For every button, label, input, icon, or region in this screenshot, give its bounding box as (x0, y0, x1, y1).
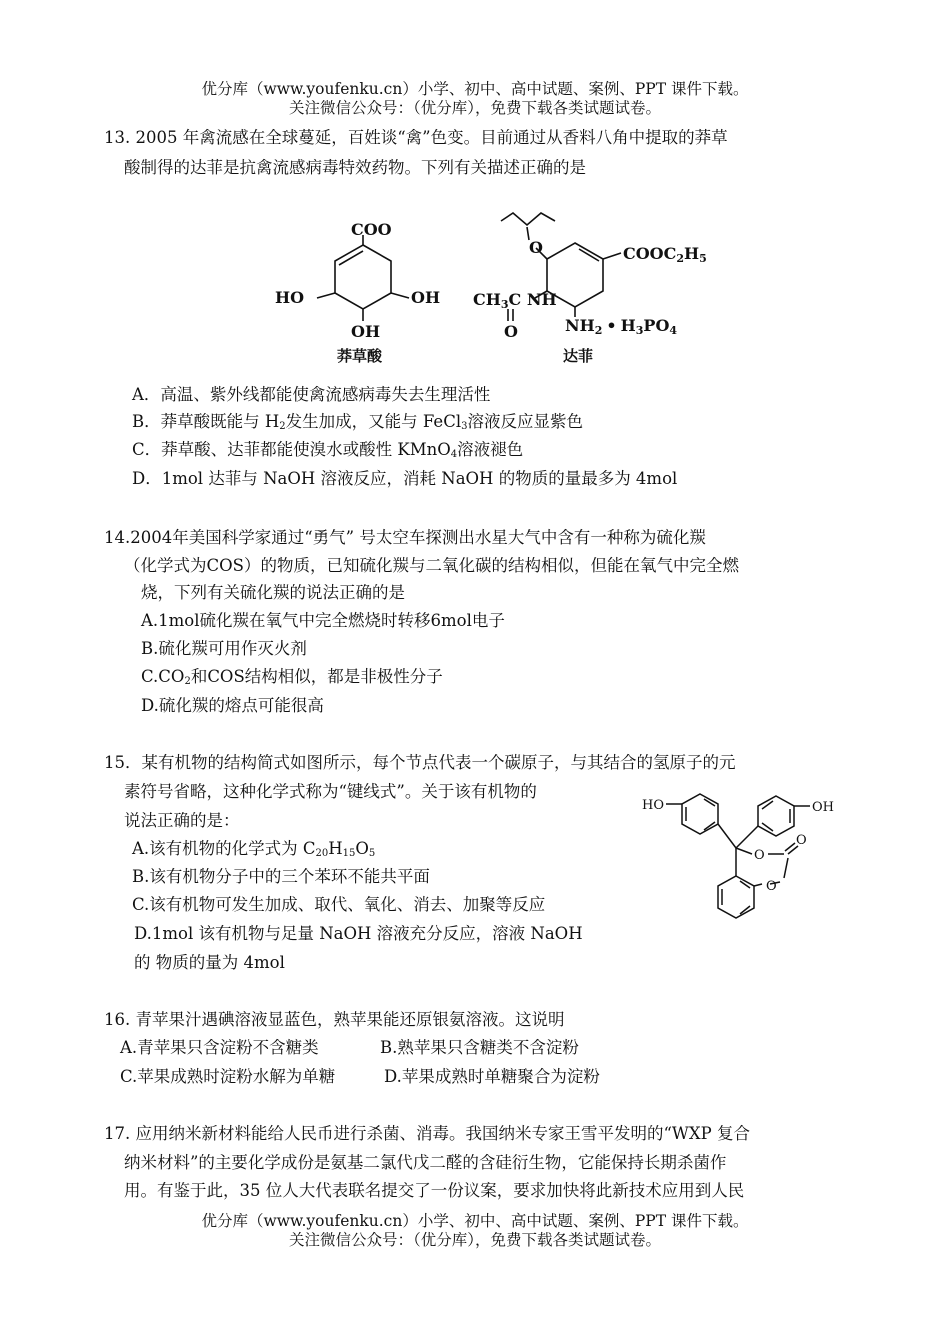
mol2-salt-label: NH2 • H3PO4 (565, 316, 678, 337)
q17-stem-line-1: 17. 应用纳米新材料能给人民币进行杀菌、消毒。我国纳米专家王雪平发明的“WXP 复合 (104, 1124, 750, 1143)
mol2-ester-label: COOC2H5 (623, 244, 707, 265)
q15-option-a: A.该有机物的化学式为 $C_{20}H_{15}O_5$ (132, 839, 376, 859)
q15-stem-line-2: 素符号省略，这种化学式称为“键线式”。关于该有机物的 (124, 782, 537, 801)
q15-option-d-line-2: 的 物质的量为 4mol (134, 953, 285, 972)
q15-option-c: C.该有机物可发生加成、取代、氧化、消去、加聚等反应 (132, 895, 546, 914)
q13-option-c: C．莽草酸、达菲都能使溴水或酸性 KMnO$_4$溶液褪色 (132, 440, 524, 460)
q15-ho-label: HO (642, 798, 664, 813)
q13-option-b: B．莽草酸既能与 $H_2$发生加成，又能与 FeCl$_3$溶液反应显紫色 (132, 412, 583, 432)
mol1-oh-label: OH (411, 288, 441, 307)
q16-option-d: D.苹果成熟时单糖聚合为淀粉 (384, 1067, 600, 1086)
page-footer-line-2: 关注微信公众号：（优分库），免费下载各类试题试卷。 (288, 1231, 661, 1249)
q13-stem-line-1: 13. 2005 年禽流感在全球蔓延，百姓谈“禽”色变。目前通过从香料八角中提取的莽草 (104, 128, 728, 147)
page-header-line-2: 关注微信公众号：（优分库），免费下载各类试题试卷。 (288, 99, 661, 117)
q14-stem-line-2: （化学式为COS）的物质，已知硫化羰与二氧化碳的结构相似，但能在氧气中完全燃 (124, 556, 739, 575)
page-header-line-1: 优分库（www.youfenku.cn）小学、初中、高中试题、案例、PPT 课件下载。 (201, 80, 749, 98)
q13-option-a: A．高温、紫外线都能使禽流感病毒失去生理活性 (132, 385, 491, 404)
q15-ring-o-2: O (766, 879, 777, 894)
q15-option-b: B.该有机物分子中的三个苯环不能共平面 (132, 867, 430, 886)
q15-stem-line-3: 说法正确的是： (124, 811, 240, 830)
q15-stem-line-1: 15．某有机物的结构简式如图所示，每个节点代表一个碳原子，与其结合的氢原子的元 (104, 753, 736, 772)
mol1-coo-label: COO (351, 220, 392, 239)
q16-option-c: C.苹果成熟时淀粉水解为单糖 (120, 1067, 336, 1086)
q17-stem-line-2: 纳米材料”的主要化学成份是氨基二氯代戊二醛的含硅衍生物，它能保持长期杀菌作 (124, 1153, 727, 1172)
q15-molecule-figure (638, 790, 848, 940)
mol2-o-label: O (529, 238, 543, 257)
q16-option-a: A.青苹果只含淀粉不含糖类 (120, 1038, 319, 1057)
mol1-ho-label: HO (275, 288, 305, 307)
q13-option-d: D．1mol 达菲与 NaOH 溶液反应，消耗 NaOH 的物质的量最多为 4mol (132, 469, 678, 488)
q15-ring-o-1: O (754, 848, 765, 863)
q16-stem: 16. 青苹果汁遇碘溶液显蓝色，熟苹果能还原银氨溶液。这说明 (104, 1010, 565, 1029)
mol1-name: 莽草酸 (337, 347, 383, 365)
q14-option-b: B.硫化羰可用作灭火剂 (141, 639, 307, 658)
mol2-name: 达菲 (563, 347, 594, 365)
q13-molecule-figure (265, 205, 715, 370)
page-footer-line-1: 优分库（www.youfenku.cn）小学、初中、高中试题、案例、PPT 课件下载。 (201, 1212, 749, 1230)
mol2-amide-label: CH3C NH (473, 290, 557, 311)
q17-stem-line-3: 用。有鉴于此，35 位人大代表联名提交了一份议案，要求加快将此新技术应用到人民 (124, 1181, 745, 1200)
q14-stem-line-1: 14.2004年美国科学家通过“勇气” 号太空车探测出水星大气中含有一种称为硫化羰 (104, 528, 706, 547)
q14-option-d: D.硫化羰的熔点可能很高 (141, 696, 324, 715)
mol2-carbonyl-o: O (504, 322, 518, 341)
q13-stem-line-2: 酸制得的达菲是抗禽流感病毒特效药物。下列有关描述正确的是 (124, 158, 586, 177)
mol1-oh-bottom-label: OH (351, 322, 381, 341)
q15-oh-label: OH (812, 800, 834, 815)
q14-stem-line-3: 烧，下列有关硫化羰的说法正确的是 (141, 583, 405, 602)
q16-option-b: B.熟苹果只含糖类不含淀粉 (380, 1038, 579, 1057)
q14-option-c: $C.CO_2$和COS结构相似，都是非极性分子 (141, 667, 443, 687)
q15-carbonyl-o: O (796, 833, 807, 848)
q15-option-d-line-1: D.1mol 该有机物与足量 NaOH 溶液充分反应，溶液 NaOH (134, 924, 583, 943)
q14-option-a: A.1mol硫化羰在氧气中完全燃烧时转移6mol电子 (141, 611, 505, 630)
